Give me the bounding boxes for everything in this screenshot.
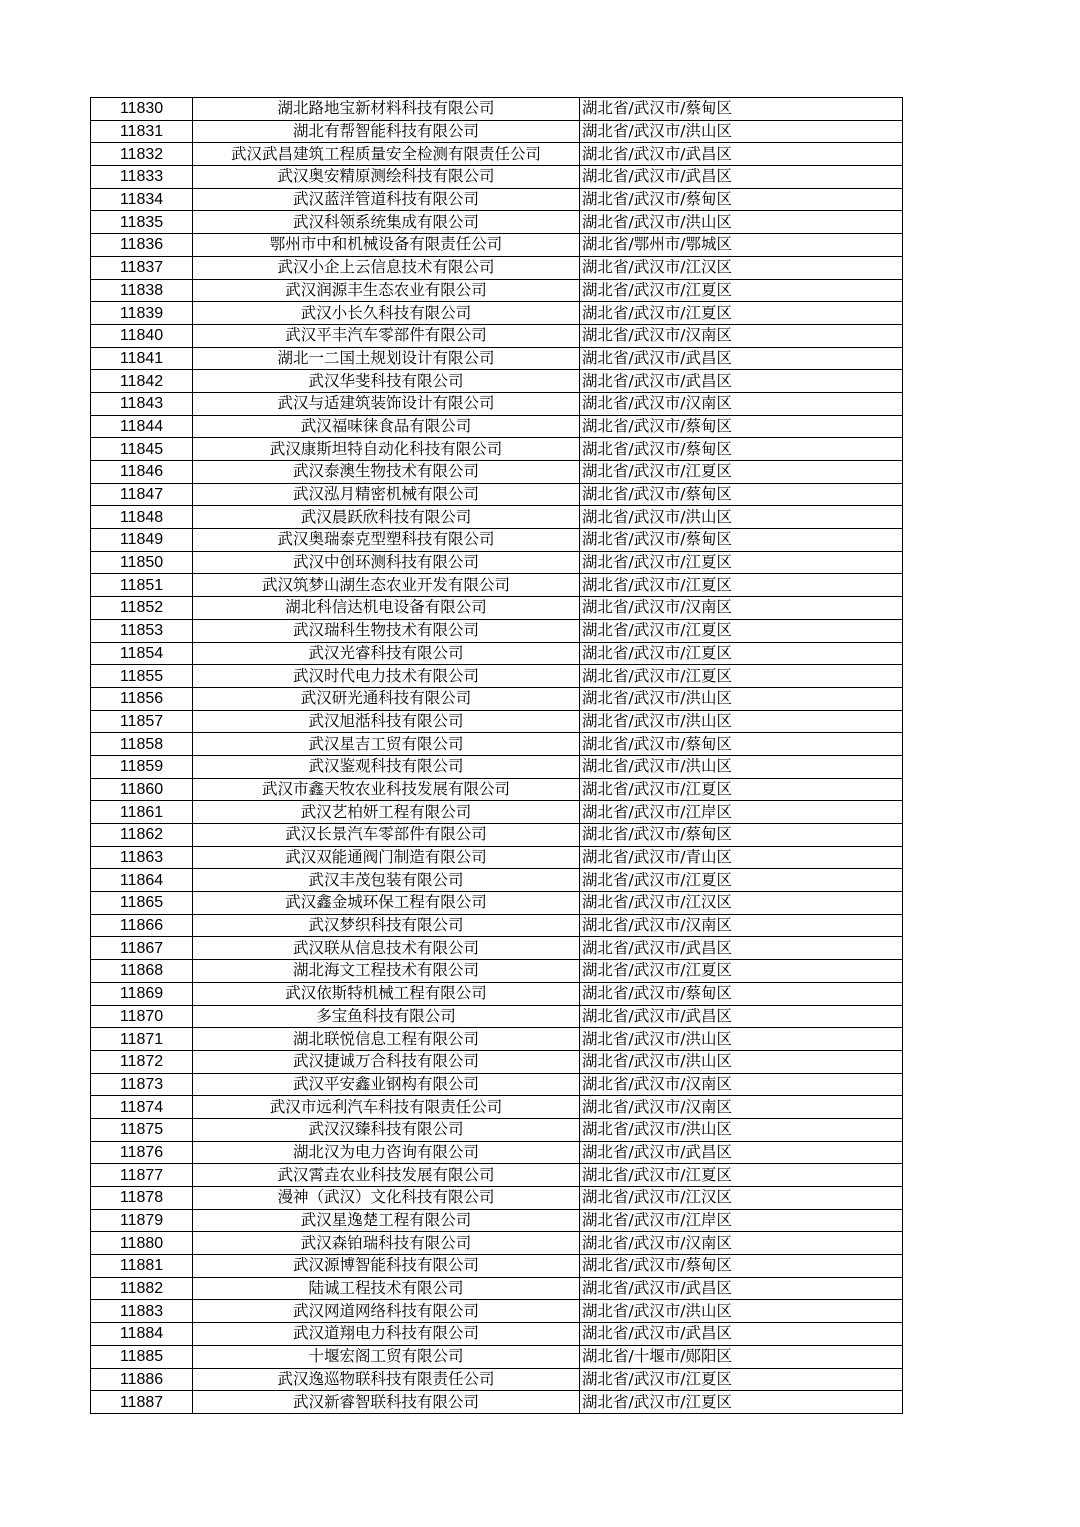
row-number-cell: 11866 bbox=[91, 914, 193, 937]
row-number-cell: 11835 bbox=[91, 211, 193, 234]
location-cell: 湖北省/武汉市/江夏区 bbox=[580, 1164, 903, 1187]
row-number-cell: 11837 bbox=[91, 256, 193, 279]
table-row bbox=[91, 982, 903, 1005]
row-number-cell: 11869 bbox=[91, 982, 193, 1005]
table-row bbox=[91, 1277, 903, 1300]
location-cell: 湖北省/武汉市/汉南区 bbox=[580, 1096, 903, 1119]
row-number-cell: 11882 bbox=[91, 1277, 193, 1300]
row-number-cell: 11886 bbox=[91, 1368, 193, 1391]
row-number-cell: 11880 bbox=[91, 1232, 193, 1255]
location-cell: 湖北省/武汉市/江夏区 bbox=[580, 869, 903, 892]
table-row bbox=[91, 687, 903, 710]
location-cell: 湖北省/武汉市/蔡甸区 bbox=[580, 415, 903, 438]
location-cell: 湖北省/武汉市/武昌区 bbox=[580, 347, 903, 370]
row-number-cell: 11874 bbox=[91, 1096, 193, 1119]
location-cell: 湖北省/武汉市/江夏区 bbox=[580, 778, 903, 801]
company-name-cell: 陆诚工程技术有限公司 bbox=[193, 1277, 580, 1300]
table-row bbox=[91, 1164, 903, 1187]
row-number-cell: 11844 bbox=[91, 415, 193, 438]
company-name-cell: 武汉星吉工贸有限公司 bbox=[193, 733, 580, 756]
table-row bbox=[91, 506, 903, 529]
table-row bbox=[91, 188, 903, 211]
location-cell: 湖北省/武汉市/江汉区 bbox=[580, 256, 903, 279]
row-number-cell: 11857 bbox=[91, 710, 193, 733]
company-name-cell: 武汉鑫金城环保工程有限公司 bbox=[193, 892, 580, 915]
table-row bbox=[91, 551, 903, 574]
company-name-cell: 武汉星逸楚工程有限公司 bbox=[193, 1209, 580, 1232]
location-cell: 湖北省/武汉市/蔡甸区 bbox=[580, 483, 903, 506]
row-number-cell: 11862 bbox=[91, 824, 193, 847]
row-number-cell: 11879 bbox=[91, 1209, 193, 1232]
company-name-cell: 湖北有帮智能科技有限公司 bbox=[193, 120, 580, 143]
location-cell: 湖北省/武汉市/武昌区 bbox=[580, 1141, 903, 1164]
table-row bbox=[91, 733, 903, 756]
company-name-cell: 武汉中创环测科技有限公司 bbox=[193, 551, 580, 574]
location-cell: 湖北省/武汉市/蔡甸区 bbox=[580, 733, 903, 756]
table-row bbox=[91, 597, 903, 620]
row-number-cell: 11881 bbox=[91, 1255, 193, 1278]
row-number-cell: 11860 bbox=[91, 778, 193, 801]
location-cell: 湖北省/武汉市/汉南区 bbox=[580, 597, 903, 620]
row-number-cell: 11878 bbox=[91, 1187, 193, 1210]
table-row bbox=[91, 415, 903, 438]
location-cell: 湖北省/武汉市/武昌区 bbox=[580, 166, 903, 189]
row-number-cell: 11831 bbox=[91, 120, 193, 143]
table-row bbox=[91, 279, 903, 302]
location-cell: 湖北省/武汉市/江夏区 bbox=[580, 960, 903, 983]
company-name-cell: 武汉源博智能科技有限公司 bbox=[193, 1255, 580, 1278]
table-row bbox=[91, 166, 903, 189]
location-cell: 湖北省/武汉市/蔡甸区 bbox=[580, 98, 903, 121]
location-cell: 湖北省/武汉市/汉南区 bbox=[580, 1073, 903, 1096]
table-row bbox=[91, 120, 903, 143]
company-name-cell: 鄂州市中和机械设备有限责任公司 bbox=[193, 234, 580, 257]
location-cell: 湖北省/武汉市/汉南区 bbox=[580, 324, 903, 347]
table-row bbox=[91, 461, 903, 484]
table-row bbox=[91, 1255, 903, 1278]
company-name-cell: 武汉捷诚万合科技有限公司 bbox=[193, 1050, 580, 1073]
company-name-cell: 武汉小企上云信息技术有限公司 bbox=[193, 256, 580, 279]
row-number-cell: 11856 bbox=[91, 687, 193, 710]
row-number-cell: 11834 bbox=[91, 188, 193, 211]
company-name-cell: 湖北汉为电力咨询有限公司 bbox=[193, 1141, 580, 1164]
company-name-cell: 武汉科领系统集成有限公司 bbox=[193, 211, 580, 234]
location-cell: 湖北省/武汉市/汉南区 bbox=[580, 392, 903, 415]
table-row bbox=[91, 846, 903, 869]
company-name-cell: 武汉双能通阀门制造有限公司 bbox=[193, 846, 580, 869]
row-number-cell: 11847 bbox=[91, 483, 193, 506]
company-name-cell: 武汉梦织科技有限公司 bbox=[193, 914, 580, 937]
table-row bbox=[91, 960, 903, 983]
location-cell: 湖北省/武汉市/蔡甸区 bbox=[580, 188, 903, 211]
table-row bbox=[91, 211, 903, 234]
company-name-cell: 武汉筑梦山湖生态农业开发有限公司 bbox=[193, 574, 580, 597]
company-name-cell: 武汉华斐科技有限公司 bbox=[193, 370, 580, 393]
row-number-cell: 11867 bbox=[91, 937, 193, 960]
company-name-cell: 武汉丰茂包装有限公司 bbox=[193, 869, 580, 892]
location-cell: 湖北省/武汉市/洪山区 bbox=[580, 710, 903, 733]
row-number-cell: 11872 bbox=[91, 1050, 193, 1073]
location-cell: 湖北省/武汉市/江汉区 bbox=[580, 1187, 903, 1210]
table-row bbox=[91, 1073, 903, 1096]
company-name-cell: 武汉奥瑞泰克型塑科技有限公司 bbox=[193, 529, 580, 552]
row-number-cell: 11851 bbox=[91, 574, 193, 597]
location-cell: 湖北省/武汉市/洪山区 bbox=[580, 1050, 903, 1073]
company-name-cell: 武汉奥安精原测绘科技有限公司 bbox=[193, 166, 580, 189]
table-row bbox=[91, 529, 903, 552]
location-cell: 湖北省/武汉市/江夏区 bbox=[580, 574, 903, 597]
table-row bbox=[91, 642, 903, 665]
row-number-cell: 11884 bbox=[91, 1323, 193, 1346]
row-number-cell: 11873 bbox=[91, 1073, 193, 1096]
table-row bbox=[91, 1323, 903, 1346]
row-number-cell: 11830 bbox=[91, 98, 193, 121]
row-number-cell: 11833 bbox=[91, 166, 193, 189]
row-number-cell: 11859 bbox=[91, 755, 193, 778]
table-body bbox=[91, 98, 903, 1414]
location-cell: 湖北省/武汉市/洪山区 bbox=[580, 506, 903, 529]
company-name-cell: 武汉市鑫天牧农业科技发展有限公司 bbox=[193, 778, 580, 801]
row-number-cell: 11865 bbox=[91, 892, 193, 915]
row-number-cell: 11864 bbox=[91, 869, 193, 892]
location-cell: 湖北省/武汉市/汉南区 bbox=[580, 1232, 903, 1255]
row-number-cell: 11840 bbox=[91, 324, 193, 347]
table-row bbox=[91, 801, 903, 824]
row-number-cell: 11861 bbox=[91, 801, 193, 824]
company-name-cell: 武汉瑞科生物技术有限公司 bbox=[193, 619, 580, 642]
company-name-cell: 武汉光睿科技有限公司 bbox=[193, 642, 580, 665]
table-row bbox=[91, 1209, 903, 1232]
location-cell: 湖北省/武汉市/洪山区 bbox=[580, 120, 903, 143]
company-name-cell: 武汉网道网络科技有限公司 bbox=[193, 1300, 580, 1323]
row-number-cell: 11887 bbox=[91, 1391, 193, 1414]
company-name-cell: 漫神（武汉）文化科技有限公司 bbox=[193, 1187, 580, 1210]
row-number-cell: 11870 bbox=[91, 1005, 193, 1028]
table-row bbox=[91, 619, 903, 642]
location-cell: 湖北省/武汉市/蔡甸区 bbox=[580, 529, 903, 552]
table-row bbox=[91, 302, 903, 325]
row-number-cell: 11846 bbox=[91, 461, 193, 484]
table-row bbox=[91, 1232, 903, 1255]
table-row bbox=[91, 370, 903, 393]
row-number-cell: 11848 bbox=[91, 506, 193, 529]
company-name-cell: 武汉平安鑫业钢构有限公司 bbox=[193, 1073, 580, 1096]
table-row bbox=[91, 710, 903, 733]
location-cell: 湖北省/武汉市/蔡甸区 bbox=[580, 438, 903, 461]
company-name-cell: 武汉道翔电力科技有限公司 bbox=[193, 1323, 580, 1346]
row-number-cell: 11854 bbox=[91, 642, 193, 665]
table-row bbox=[91, 234, 903, 257]
company-name-cell: 武汉时代电力技术有限公司 bbox=[193, 665, 580, 688]
row-number-cell: 11868 bbox=[91, 960, 193, 983]
company-name-cell: 武汉鉴观科技有限公司 bbox=[193, 755, 580, 778]
company-name-cell: 武汉依斯特机械工程有限公司 bbox=[193, 982, 580, 1005]
location-cell: 湖北省/武汉市/江夏区 bbox=[580, 665, 903, 688]
row-number-cell: 11849 bbox=[91, 529, 193, 552]
table-row bbox=[91, 324, 903, 347]
location-cell: 湖北省/武汉市/洪山区 bbox=[580, 755, 903, 778]
row-number-cell: 11883 bbox=[91, 1300, 193, 1323]
row-number-cell: 11875 bbox=[91, 1118, 193, 1141]
location-cell: 湖北省/武汉市/江岸区 bbox=[580, 801, 903, 824]
table-row bbox=[91, 1005, 903, 1028]
company-name-cell: 武汉艺柏妍工程有限公司 bbox=[193, 801, 580, 824]
table-row bbox=[91, 574, 903, 597]
company-name-cell: 武汉泰澳生物技术有限公司 bbox=[193, 461, 580, 484]
company-name-cell: 湖北一二国土规划设计有限公司 bbox=[193, 347, 580, 370]
row-number-cell: 11853 bbox=[91, 619, 193, 642]
row-number-cell: 11863 bbox=[91, 846, 193, 869]
table-row bbox=[91, 143, 903, 166]
company-name-cell: 武汉联从信息技术有限公司 bbox=[193, 937, 580, 960]
table-row bbox=[91, 1118, 903, 1141]
location-cell: 湖北省/武汉市/洪山区 bbox=[580, 687, 903, 710]
location-cell: 湖北省/武汉市/江夏区 bbox=[580, 642, 903, 665]
row-number-cell: 11858 bbox=[91, 733, 193, 756]
location-cell: 湖北省/武汉市/蔡甸区 bbox=[580, 982, 903, 1005]
company-name-cell: 武汉武昌建筑工程质量安全检测有限责任公司 bbox=[193, 143, 580, 166]
table-row bbox=[91, 347, 903, 370]
table-row bbox=[91, 1300, 903, 1323]
table-row bbox=[91, 256, 903, 279]
location-cell: 湖北省/武汉市/武昌区 bbox=[580, 937, 903, 960]
company-name-cell: 武汉逸巡物联科技有限责任公司 bbox=[193, 1368, 580, 1391]
company-name-cell: 十堰宏阁工贸有限公司 bbox=[193, 1345, 580, 1368]
row-number-cell: 11852 bbox=[91, 597, 193, 620]
table-row bbox=[91, 1345, 903, 1368]
location-cell: 湖北省/武汉市/洪山区 bbox=[580, 1300, 903, 1323]
table-row bbox=[91, 869, 903, 892]
location-cell: 湖北省/武汉市/武昌区 bbox=[580, 1005, 903, 1028]
table-row bbox=[91, 1368, 903, 1391]
row-number-cell: 11845 bbox=[91, 438, 193, 461]
company-name-cell: 武汉长景汽车零部件有限公司 bbox=[193, 824, 580, 847]
table-row bbox=[91, 1187, 903, 1210]
row-number-cell: 11877 bbox=[91, 1164, 193, 1187]
location-cell: 湖北省/武汉市/江岸区 bbox=[580, 1209, 903, 1232]
table-row bbox=[91, 392, 903, 415]
location-cell: 湖北省/武汉市/青山区 bbox=[580, 846, 903, 869]
location-cell: 湖北省/鄂州市/鄂城区 bbox=[580, 234, 903, 257]
location-cell: 湖北省/武汉市/武昌区 bbox=[580, 143, 903, 166]
row-number-cell: 11885 bbox=[91, 1345, 193, 1368]
location-cell: 湖北省/武汉市/汉南区 bbox=[580, 914, 903, 937]
location-cell: 湖北省/武汉市/江夏区 bbox=[580, 302, 903, 325]
row-number-cell: 11843 bbox=[91, 392, 193, 415]
company-name-cell: 武汉新睿智联科技有限公司 bbox=[193, 1391, 580, 1414]
location-cell: 湖北省/武汉市/江夏区 bbox=[580, 279, 903, 302]
table-row bbox=[91, 778, 903, 801]
company-name-cell: 湖北科信达机电设备有限公司 bbox=[193, 597, 580, 620]
location-cell: 湖北省/武汉市/武昌区 bbox=[580, 370, 903, 393]
company-name-cell: 武汉森铂瑞科技有限公司 bbox=[193, 1232, 580, 1255]
location-cell: 湖北省/武汉市/江夏区 bbox=[580, 1391, 903, 1414]
location-cell: 湖北省/武汉市/江汉区 bbox=[580, 892, 903, 915]
table-row bbox=[91, 483, 903, 506]
table-row bbox=[91, 892, 903, 915]
company-name-cell: 武汉康斯坦特自动化科技有限公司 bbox=[193, 438, 580, 461]
company-name-cell: 武汉蓝洋管道科技有限公司 bbox=[193, 188, 580, 211]
company-name-cell: 武汉霄垚农业科技发展有限公司 bbox=[193, 1164, 580, 1187]
table-row bbox=[91, 914, 903, 937]
company-name-cell: 湖北路地宝新材料科技有限公司 bbox=[193, 98, 580, 121]
location-cell: 湖北省/武汉市/江夏区 bbox=[580, 551, 903, 574]
location-cell: 湖北省/武汉市/洪山区 bbox=[580, 1118, 903, 1141]
location-cell: 湖北省/武汉市/江夏区 bbox=[580, 1368, 903, 1391]
location-cell: 湖北省/武汉市/武昌区 bbox=[580, 1323, 903, 1346]
row-number-cell: 11842 bbox=[91, 370, 193, 393]
company-name-cell: 武汉润源丰生态农业有限公司 bbox=[193, 279, 580, 302]
row-number-cell: 11841 bbox=[91, 347, 193, 370]
company-list-table bbox=[90, 97, 903, 1414]
location-cell: 湖北省/武汉市/江夏区 bbox=[580, 461, 903, 484]
location-cell: 湖北省/武汉市/江夏区 bbox=[580, 619, 903, 642]
table-row bbox=[91, 755, 903, 778]
row-number-cell: 11832 bbox=[91, 143, 193, 166]
location-cell: 湖北省/十堰市/郧阳区 bbox=[580, 1345, 903, 1368]
company-name-cell: 武汉晨跃欣科技有限公司 bbox=[193, 506, 580, 529]
table-row bbox=[91, 438, 903, 461]
row-number-cell: 11838 bbox=[91, 279, 193, 302]
location-cell: 湖北省/武汉市/武昌区 bbox=[580, 1277, 903, 1300]
row-number-cell: 11850 bbox=[91, 551, 193, 574]
table-row bbox=[91, 98, 903, 121]
company-name-cell: 武汉旭湉科技有限公司 bbox=[193, 710, 580, 733]
location-cell: 湖北省/武汉市/洪山区 bbox=[580, 211, 903, 234]
company-name-cell: 武汉市远利汽车科技有限责任公司 bbox=[193, 1096, 580, 1119]
row-number-cell: 11876 bbox=[91, 1141, 193, 1164]
company-name-cell: 武汉平丰汽车零部件有限公司 bbox=[193, 324, 580, 347]
company-name-cell: 武汉与适建筑装饰设计有限公司 bbox=[193, 392, 580, 415]
table-row bbox=[91, 1050, 903, 1073]
table-row bbox=[91, 937, 903, 960]
row-number-cell: 11839 bbox=[91, 302, 193, 325]
table-row bbox=[91, 1391, 903, 1414]
row-number-cell: 11871 bbox=[91, 1028, 193, 1051]
location-cell: 湖北省/武汉市/蔡甸区 bbox=[580, 1255, 903, 1278]
row-number-cell: 11836 bbox=[91, 234, 193, 257]
table-row bbox=[91, 665, 903, 688]
company-name-cell: 湖北海文工程技术有限公司 bbox=[193, 960, 580, 983]
company-name-cell: 武汉汉臻科技有限公司 bbox=[193, 1118, 580, 1141]
company-name-cell: 多宝鱼科技有限公司 bbox=[193, 1005, 580, 1028]
table-row bbox=[91, 1141, 903, 1164]
row-number-cell: 11855 bbox=[91, 665, 193, 688]
company-name-cell: 武汉福味徕食品有限公司 bbox=[193, 415, 580, 438]
table-row bbox=[91, 824, 903, 847]
company-name-cell: 武汉泓月精密机械有限公司 bbox=[193, 483, 580, 506]
location-cell: 湖北省/武汉市/洪山区 bbox=[580, 1028, 903, 1051]
table-row bbox=[91, 1096, 903, 1119]
location-cell: 湖北省/武汉市/蔡甸区 bbox=[580, 824, 903, 847]
company-name-cell: 武汉小长久科技有限公司 bbox=[193, 302, 580, 325]
table-row bbox=[91, 1028, 903, 1051]
company-name-cell: 湖北联悦信息工程有限公司 bbox=[193, 1028, 580, 1051]
company-name-cell: 武汉研光通科技有限公司 bbox=[193, 687, 580, 710]
